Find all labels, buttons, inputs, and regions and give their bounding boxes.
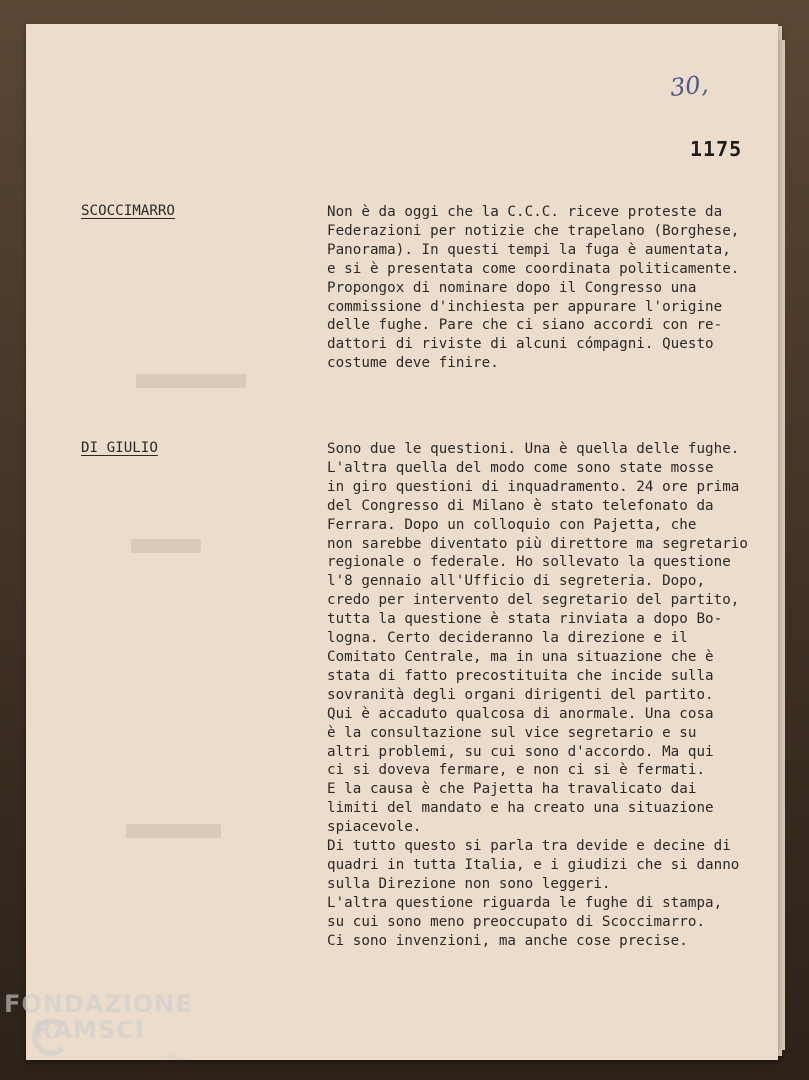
speech-line: credo per intervento del segretario del partito,: [327, 592, 740, 609]
speech-line: su cui sono meno preoccupato di Scoccimarro.: [327, 913, 706, 930]
speech-line: non sarebbe diventato più direttore ma segretario: [327, 535, 748, 552]
speech-line: Comitato Centrale, ma in una situazione che è: [327, 648, 714, 665]
show-through-text: [131, 539, 201, 553]
speech-line: L'altra quella del modo come sono state mosse: [327, 459, 714, 476]
speech-line: commissione d'inchiesta per appurare l'origine: [327, 298, 723, 315]
handwritten-folio-number: 30,: [668, 70, 710, 102]
speech-line: ci si doveva fermare, e non ci si è fermati.: [327, 762, 706, 779]
speaker-name: DI GIULIO: [81, 440, 158, 456]
speech-line: sovranità degli organi dirigenti del partito.: [327, 686, 714, 703]
speech-line: Federazioni per notizie che trapelano (Borghese,: [327, 222, 740, 239]
speech-line: in giro questioni di inquadramento. 24 ore prima: [327, 478, 740, 495]
speech-line: L'altra questione riguarda le fughe di stampa,: [327, 894, 723, 911]
speech-line: è la consultazione sul vice segretario e su: [327, 724, 697, 741]
speech-line: altri problemi, su cui sono d'accordo. Ma qui: [327, 743, 714, 760]
speech-line: Propongox di nominare dopo il Congresso una: [327, 279, 697, 296]
speech-text: [327, 440, 777, 950]
speech-line: Ci sono invenzioni, ma anche cose precise.: [327, 932, 688, 949]
speech-line: regionale o federale. Ho sollevato la questione: [327, 554, 731, 571]
speech-line: Panorama). In questi tempi la fuga è aumentata,: [327, 241, 731, 258]
speech-line: Non è da oggi che la C.C.C. riceve proteste da: [327, 204, 723, 220]
speech-line: Ferrara. Dopo un colloquio con Pajetta, che: [327, 516, 697, 533]
speech-line: Qui è accaduto qualcosa di anormale. Una cosa: [327, 705, 714, 722]
speech-line: E la causa è che Pajetta ha travalicato dai: [327, 781, 697, 798]
speech-line: Sono due le questioni. Una è quella delle fughe.: [327, 441, 740, 457]
speech-line: quadri in tutta Italia, e i giudizi che si danno: [327, 856, 740, 873]
speech-line: delle fughe. Pare che ci siano accordi con re-: [327, 317, 723, 334]
speech-line: tutta la questione è stata rinviata a dopo Bo-: [327, 611, 723, 628]
watermark-line1: FONDAZIONE: [4, 990, 193, 1018]
speech-text: [327, 203, 777, 373]
watermark-g-logo-icon: [32, 1018, 70, 1056]
speech-line: l'8 gennaio all'Ufficio di segreteria. Dopo,: [327, 573, 706, 590]
speech-line: costume deve finire.: [327, 355, 499, 372]
speech-line: dattori di riviste di alcuni cómpagni. Questo: [327, 336, 714, 353]
page-number: 1175: [690, 137, 743, 161]
watermark-line2: RAMSCI: [34, 1016, 145, 1044]
speech-line: sulla Direzione non sono leggeri.: [327, 875, 611, 892]
speaker-name: SCOCCIMARRO: [81, 203, 175, 219]
show-through-text: [136, 374, 246, 388]
speech-line: limiti del mandato e ha creato una situazione: [327, 800, 714, 817]
speech-line: spiacevole.: [327, 819, 422, 836]
show-through-text: [126, 824, 221, 838]
watermark-onlus: onlus: [162, 1053, 187, 1063]
speech-line: del Congresso di Milano è stato telefonato da: [327, 497, 714, 514]
speech-line: Di tutto questo si parla tra devide e decine di: [327, 838, 731, 855]
speech-line: e si è presentata come coordinata politicamente.: [327, 260, 740, 277]
speech-line: stata di fatto precostituita che incide sulla: [327, 667, 714, 684]
speech-line: logna. Certo decideranno la direzione e il: [327, 630, 688, 647]
